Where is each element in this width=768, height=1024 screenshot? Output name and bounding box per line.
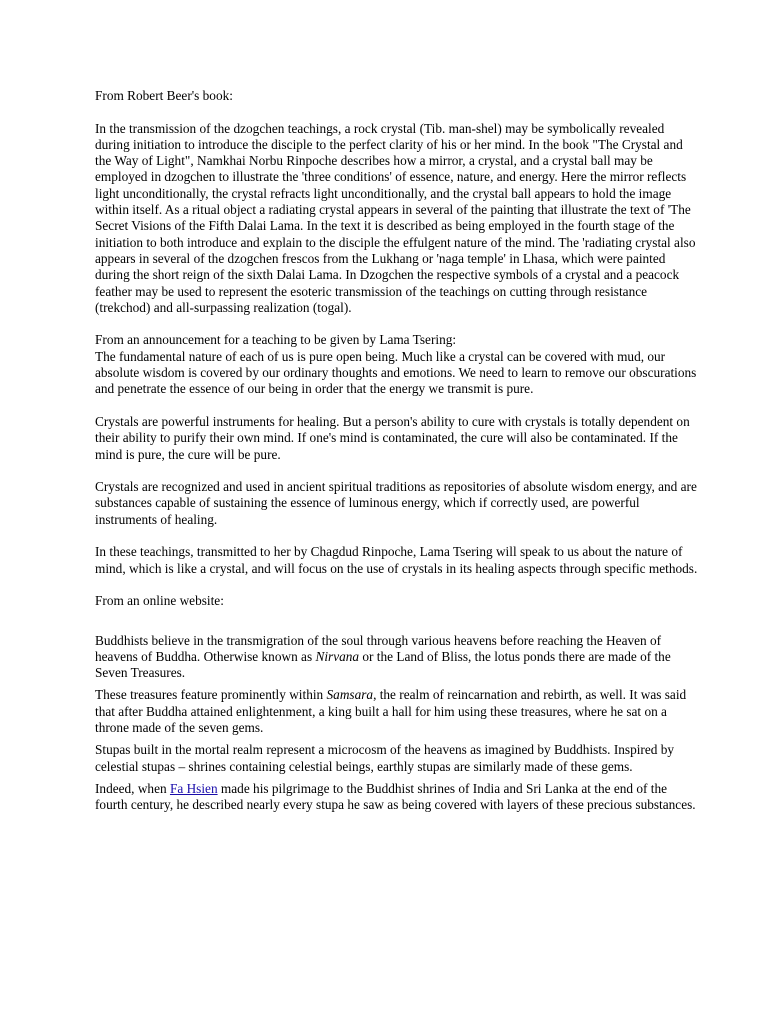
text-segment: or the Land of Bliss, the lotus ponds there are made of the Seven Treasures. xyxy=(95,648,671,681)
text-segment: made his pilgrimage to the Buddhist shrines of India and Sri Lanka at the end of the fourth century, he described nearly every stupa he saw as being covered with layers of these precious substances. xyxy=(95,780,696,813)
paragraph-website-1 xyxy=(95,633,698,682)
paragraph-website-3: Stupas built in the mortal realm represent a microcosm of the heavens as imagined by Buddhists. Inspired by celestial stupas – shrines containing celestial beings, earthly stupas are similarly made of these gems. xyxy=(95,742,675,774)
text-segment: These treasures feature prominently within xyxy=(95,687,327,703)
paragraph-website-4 xyxy=(95,781,698,814)
heading-online-website: From an online website: xyxy=(95,593,224,609)
samsara-italic: Samsara xyxy=(326,687,374,703)
nirvana-italic: Nirvana xyxy=(315,648,360,664)
text-segment: Buddhists believe in the transmigration of the soul through various heavens before reaching the Heaven of heavens of Buddha. Otherwise known as xyxy=(95,632,662,664)
paragraph-announcement-2: Crystals are powerful instruments for healing. But a person's ability to cure with crystals is totally dependent on their ability to purify their own mind. If one's mind is contaminated, the cure will also be contaminated. If the mind is pure, the cure will be pure. xyxy=(95,413,690,462)
text-segment: , the realm of reincarnation and rebirth, as well. It was said that after Buddha attained enlightenment, a king built a hall for him using these treasures, where he sat on a throne made of the seven gems. xyxy=(95,687,687,735)
announcement-block xyxy=(95,332,698,397)
heading-robert-beer: From Robert Beer's book: xyxy=(95,88,233,103)
paragraph-announcement-4: In these teachings, transmitted to her by Chagdud Rinpoche, Lama Tsering will speak to us about the nature of mind, which is like a crystal, and will focus on the use of crystals in its healing aspects through specific methods. xyxy=(95,544,698,576)
paragraph-announcement-3: Crystals are recognized and used in ancient spiritual traditions as repositories of absolute wisdom energy, and are substances capable of sustaining the essence of luminous energy, which if correctly used, are powerful instruments of healing. xyxy=(95,479,697,527)
paragraph-robert-beer: In the transmission of the dzogchen teachings, a rock crystal (Tib. man-shel) may be symbolically revealed during initiation to introduce the disciple to the perfect clarity of his or her mind. In the book "The Crystal and the Way of Light", Namkhai Norbu Rinpoche describes how a mirror, a crystal, and a crystal ball may be employed in dzogchen to illustrate the 'three conditions' of essence, nature, and energy. Here the mirror reflects light unconditionally, the crystal refracts light unconditionally, and the crystal ball appears to hold the image within itself. As a ritual object a radiating crystal appears in several of the painting that illustrate the text of 'The Secret Visions of the Fifth Dalai Lama. In the text it is described as being employed in the fourth stage of the initiation to both introduce and explain to the disciple the effulgent nature of the mind. The 'radiating crystal also appears in several of the dzogchen frescos from the Lukhang or 'naga temple' in Lhasa, which were painted during the short reign of the sixth Dalai Lama. In Dzogchen the respective symbols of a crystal and a peacock feather may be used to represent the esoteric transmission of the teachings on cutting through resistance (trekchod) and all-surpassing realization (togal). xyxy=(95,120,696,315)
paragraph-announcement-1: The fundamental nature of each of us is pure open being. Much like a crystal can be covered with mud, our absolute wisdom is covered by our ordinary thoughts and emotions. We need to learn to remove our obscurations and penetrate the essence of our being in order that the energy we transmit is pure. xyxy=(95,348,697,397)
heading-announcement: From an announcement for a teaching to be given by Lama Tsering: xyxy=(95,332,457,348)
paragraph-website-2 xyxy=(95,687,698,736)
text-segment: Indeed, when xyxy=(95,780,170,796)
fa-hsien-link[interactable]: Fa Hsien xyxy=(169,780,218,796)
